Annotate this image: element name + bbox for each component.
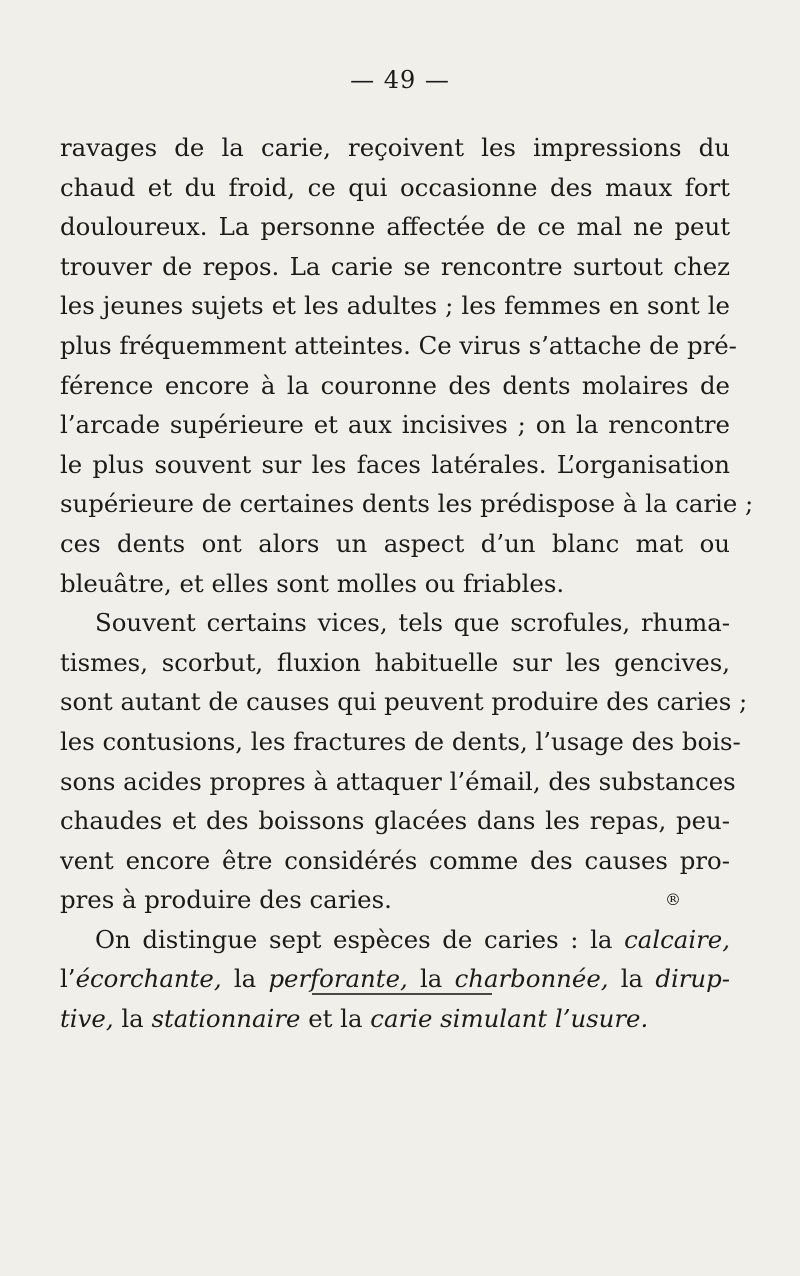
italic-term: dirup- <box>655 964 730 994</box>
italic-term: stationnaire <box>151 1004 301 1034</box>
text-line-content: pres à produire des caries. <box>60 885 392 915</box>
text-run: et la <box>300 1004 371 1034</box>
text-run: la <box>221 964 269 994</box>
text-line: chaud et du froid, ce qui occasionne des maux fort <box>60 172 730 202</box>
section-rule <box>312 993 492 995</box>
italic-term: perforante, <box>268 964 408 994</box>
text-run: On distingue sept espèces de caries : la <box>95 924 625 954</box>
text-line: les jeunes sujets et les adultes ; les femmes en sont le <box>60 291 730 321</box>
italic-term: écorchante, <box>75 964 222 994</box>
text-run: la <box>113 1004 152 1034</box>
text-run: la <box>407 964 455 994</box>
text-line <box>60 999 730 1039</box>
text-line: chaudes et des boissons glacées dans les repas, peu- <box>60 806 730 836</box>
text-line-with-mark <box>60 880 730 920</box>
italic-term: tive, <box>60 1004 114 1034</box>
text-line: tismes, scorbut, fluxion habituelle sur les gencives, <box>60 647 730 677</box>
text-line: plus fréquemment atteintes. Ce virus s’attache de pré- <box>60 330 737 360</box>
stray-mark: ® <box>665 890 681 910</box>
text-run: la <box>608 964 656 994</box>
paragraph-1 <box>60 128 754 603</box>
text-line: sons acides propres à attaquer l’émail, des substances <box>60 766 736 796</box>
text-line: les contusions, les fractures de dents, l’usage des bois- <box>60 726 741 756</box>
text-line: le plus souvent sur les faces latérales. L’organisation <box>60 449 730 479</box>
text-line: ces dents ont alors un aspect d’un blanc mat ou <box>60 528 730 558</box>
text-line: trouver de repos. La carie se rencontre surtout chez <box>60 251 730 281</box>
text-line: l’arcade supérieure et aux incisives ; on la rencontre <box>60 410 730 440</box>
text-line: Souvent certains vices, tels que scrofules, rhuma- <box>95 608 730 638</box>
text-line: sont autant de causes qui peuvent produire des caries ; <box>60 687 748 717</box>
text-line: ravages de la carie, reçoivent les impressions du <box>60 133 730 162</box>
body-text <box>60 128 754 1039</box>
text-line: férence encore à la couronne des dents molaires de <box>60 370 730 400</box>
paragraph-2 <box>60 603 748 920</box>
italic-term: calcaire, <box>624 924 730 954</box>
text-run: l’ <box>60 964 76 994</box>
text-line: supérieure de certaines dents les prédispose à la carie ; <box>60 489 754 519</box>
page-number: — 49 — <box>350 66 450 94</box>
text-line: douloureux. La personne affectée de ce mal ne peut <box>60 212 730 242</box>
italic-term: carie simulant l’usure. <box>370 1004 649 1034</box>
text-line <box>60 920 730 960</box>
paragraph-3 <box>60 920 730 1039</box>
text-line: vent encore être considérés comme des causes pro- <box>60 845 730 875</box>
italic-term: charbonnée, <box>454 964 609 994</box>
text-line: bleuâtre, et elles sont molles ou friables. <box>60 568 565 598</box>
